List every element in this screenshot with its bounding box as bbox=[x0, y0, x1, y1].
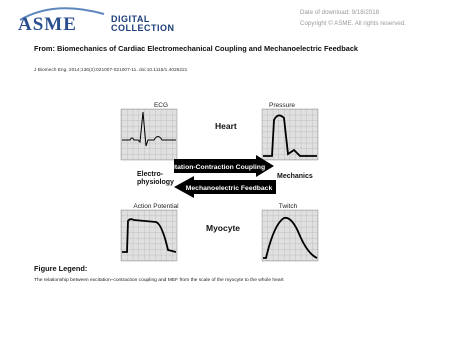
pressure-panel bbox=[262, 102, 318, 160]
twitch-panel bbox=[262, 203, 318, 261]
figure bbox=[116, 98, 348, 263]
article-title: From: Biomechanics of Cardiac Electromechanical Coupling and Mechanoelectric Feedback bbox=[34, 44, 359, 53]
brand-line-digital: DIGITAL bbox=[111, 14, 150, 24]
figure-legend-text: The relationship between excitation–contraction coupling and MEF from the scale of the myocyte to the whole heart bbox=[34, 278, 284, 283]
electrophysiology-label-line2: physiology bbox=[137, 179, 174, 186]
asme-logo-word: ASME bbox=[18, 14, 77, 32]
heart-label: Heart bbox=[215, 121, 237, 131]
mechanoelectric-feedback-label: Mechanoelectric Feedback bbox=[185, 185, 273, 192]
brand-line-collection: COLLECTION bbox=[111, 23, 175, 33]
pressure-label: Pressure bbox=[268, 102, 296, 109]
asme-logo bbox=[14, 6, 175, 33]
action-potential-panel bbox=[121, 203, 179, 261]
asme-logo-mark bbox=[14, 6, 109, 32]
article-citation[interactable]: J Biomech Eng. 2014;136(2):021007-021007-11. doi:10.1115/1.4026221 bbox=[34, 68, 188, 73]
copyright-notice: Copyright © ASME. All rights reserved. bbox=[300, 20, 407, 27]
myocyte-label: Myocyte bbox=[206, 223, 241, 233]
figure-legend-title: Figure Legend: bbox=[34, 264, 88, 273]
ecg-panel bbox=[121, 102, 177, 160]
excitation-contraction-arrow bbox=[161, 155, 274, 177]
ecg-label: ECG bbox=[153, 102, 169, 109]
excitation-contraction-label: Excitation-Contraction Coupling bbox=[160, 164, 266, 171]
download-date: Date of download: 9/18/2018 bbox=[300, 9, 380, 16]
electrophysiology-label-line1: Electro- bbox=[137, 171, 164, 178]
mechanics-label: Mechanics bbox=[277, 173, 313, 180]
action-potential-label: Action Potential bbox=[133, 203, 179, 210]
twitch-label: Twitch bbox=[278, 203, 298, 210]
mechanoelectric-feedback-arrow bbox=[174, 176, 276, 198]
